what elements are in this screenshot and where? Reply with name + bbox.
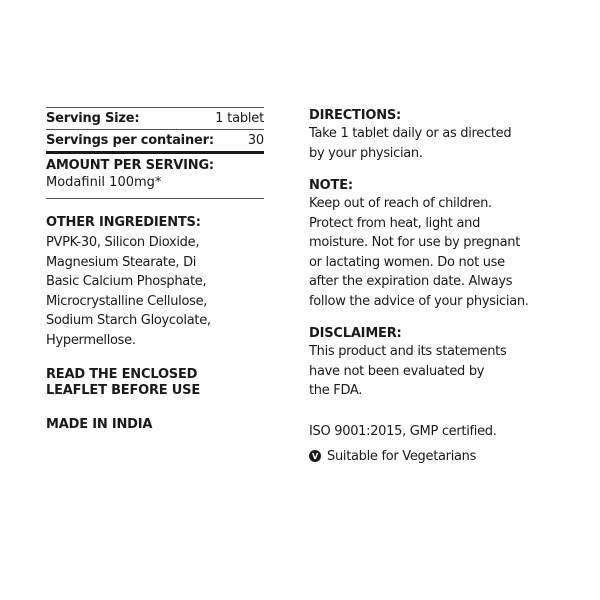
- disclaimer-line: have not been evaluated by: [309, 363, 485, 379]
- directions-line: Take 1 tablet daily or as directed: [309, 126, 512, 141]
- leaflet-notice-line: READ THE ENCLOSED: [46, 367, 198, 382]
- note-line: after the expiration date. Always: [309, 274, 513, 289]
- ingredient-line: PVPK-30, Silicon Dioxide,: [46, 235, 200, 250]
- servings-per-container-label: Servings per container:: [46, 133, 214, 148]
- ingredient-line: Microcrystalline Cellulose,: [46, 293, 208, 309]
- note-line: Keep out of reach of children.: [309, 196, 492, 211]
- ingredient-line: Basic Calcium Phosphate,: [46, 274, 207, 289]
- note-line: follow the advice of your physician.: [309, 293, 529, 309]
- servings-per-container-row: [46, 130, 264, 151]
- directions-line: by your physician.: [309, 145, 423, 161]
- vegetarian-badge: [309, 449, 569, 464]
- ingredient-line: Hypermellose.: [46, 332, 136, 348]
- disclaimer-line: the FDA.: [309, 383, 363, 398]
- note-heading: NOTE:: [309, 178, 353, 193]
- leaflet-notice: [46, 367, 264, 399]
- leaflet-notice-line: LEAFLET BEFORE USE: [46, 383, 200, 398]
- ingredient-line: Sodium Starch Gloycolate,: [46, 313, 211, 328]
- other-ingredients-heading: OTHER INGREDIENTS:: [46, 215, 201, 230]
- note-section: [309, 177, 569, 311]
- serving-size-row: [46, 108, 264, 129]
- origin-label: MADE IN INDIA: [46, 417, 153, 432]
- amount-per-serving-value: Modafinil 100mg*: [46, 175, 162, 190]
- left-column: [46, 107, 264, 433]
- other-ingredients: [46, 214, 264, 350]
- other-ingredients-text: [46, 233, 264, 350]
- disclaimer-text: [309, 342, 569, 401]
- amount-per-serving-label: AMOUNT PER SERVING:: [46, 158, 214, 173]
- bottom-rule: [46, 198, 264, 199]
- note-line: or lactating women. Do not use: [309, 254, 505, 270]
- directions-text: [309, 124, 569, 163]
- serving-size-value: 1 tablet: [215, 111, 264, 126]
- disclaimer-heading: DISCLAIMER:: [309, 326, 402, 341]
- servings-per-container-value: 30: [247, 133, 264, 148]
- ingredient-line: Magnesium Stearate, Di: [46, 254, 197, 270]
- right-column: [309, 107, 569, 464]
- note-line: moisture. Not for use by pregnant: [309, 235, 520, 250]
- disclaimer-section: [309, 325, 569, 401]
- directions-heading: DIRECTIONS:: [309, 108, 402, 123]
- vegetarian-icon: V: [309, 450, 321, 462]
- vegetarian-label: Suitable for Vegetarians: [327, 448, 477, 464]
- serving-size-label: Serving Size:: [46, 111, 140, 126]
- note-line: Protect from heat, light and: [309, 215, 481, 231]
- directions-section: [309, 107, 569, 163]
- certification-text: ISO 9001:2015, GMP certified.: [309, 423, 497, 439]
- thick-divider: [46, 151, 264, 154]
- note-text: [309, 194, 569, 311]
- disclaimer-line: This product and its statements: [309, 344, 507, 359]
